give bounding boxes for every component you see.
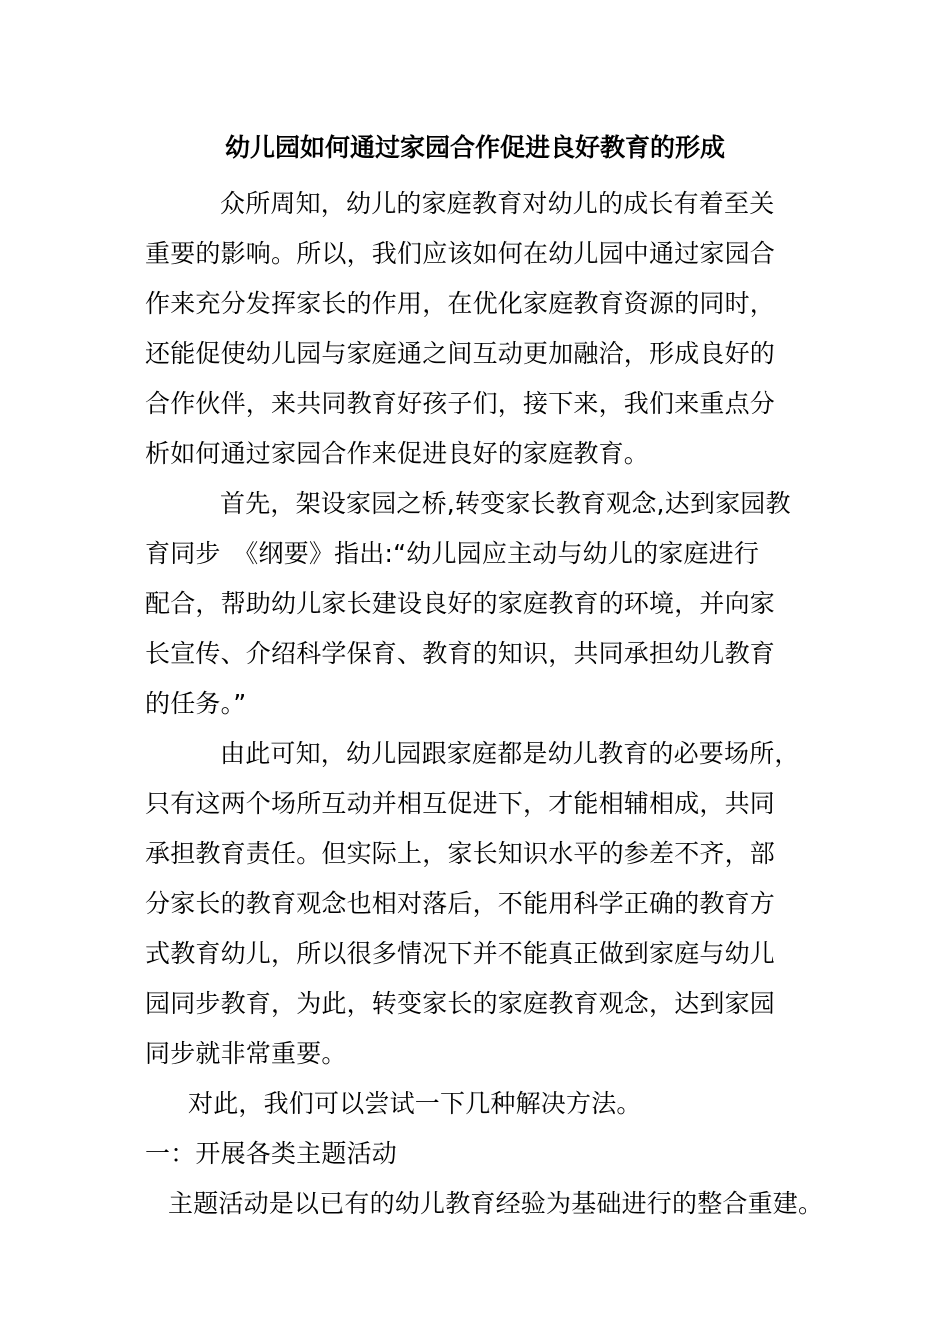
paragraph-line: 众所周知，幼儿的家庭教育对幼儿的成长有着至关	[220, 189, 775, 218]
paragraph-line: 配合，帮助幼儿家长建设良好的家庭教育的环境，并向家	[145, 589, 776, 618]
paragraph-line: 主题活动是以已有的幼儿教育经验为基础进行的整合重建。	[168, 1189, 824, 1218]
paragraph-line: 还能促使幼儿园与家庭通之间互动更加融洽，形成良好的	[145, 339, 776, 368]
paragraph-line: 对此，我们可以尝试一下几种解决方法。	[188, 1089, 642, 1118]
paragraph-line: 只有这两个场所互动并相互促进下，才能相辅相成，共同	[145, 789, 776, 818]
paragraph-line: 合作伙伴，来共同教育好孩子们，接下来，我们来重点分	[145, 389, 776, 418]
paragraph-line: 式教育幼儿，所以很多情况下并不能真正做到家庭与幼儿	[145, 939, 776, 968]
paragraph-line: 承担教育责任。但实际上，家长知识水平的参差不齐，部	[145, 839, 776, 868]
paragraph-line: 析如何通过家园合作来促进良好的家庭教育。	[145, 439, 650, 468]
paragraph-line: 育同步 《纲要》指出:“幼儿园应主动与幼儿的家庭进行	[145, 539, 760, 568]
document-title: 幼儿园如何通过家园合作促进良好教育的形成	[224, 133, 725, 162]
paragraph-line: 同步就非常重要。	[145, 1039, 347, 1068]
paragraph-line: 作来充分发挥家长的作用，在优化家庭教育资源的同时，	[145, 289, 776, 318]
paragraph-line: 首先，架设家园之桥,转变家长教育观念,达到家园教	[220, 489, 791, 518]
paragraph-line: 的任务。”	[145, 689, 247, 718]
paragraph-line: 重要的影响。所以，我们应该如何在幼儿园中通过家园合	[145, 239, 776, 268]
paragraph-line: 由此可知，幼儿园跟家庭都是幼儿教育的必要场所，	[220, 739, 800, 768]
paragraph-line: 园同步教育，为此，转变家长的家庭教育观念，达到家园	[145, 989, 776, 1018]
paragraph-line: 长宣传、介绍科学保育、教育的知识，共同承担幼儿教育	[145, 639, 776, 668]
paragraph-line: 分家长的教育观念也相对落后，不能用科学正确的教育方	[145, 889, 776, 918]
section-heading: 一：开展各类主题活动	[145, 1139, 398, 1168]
